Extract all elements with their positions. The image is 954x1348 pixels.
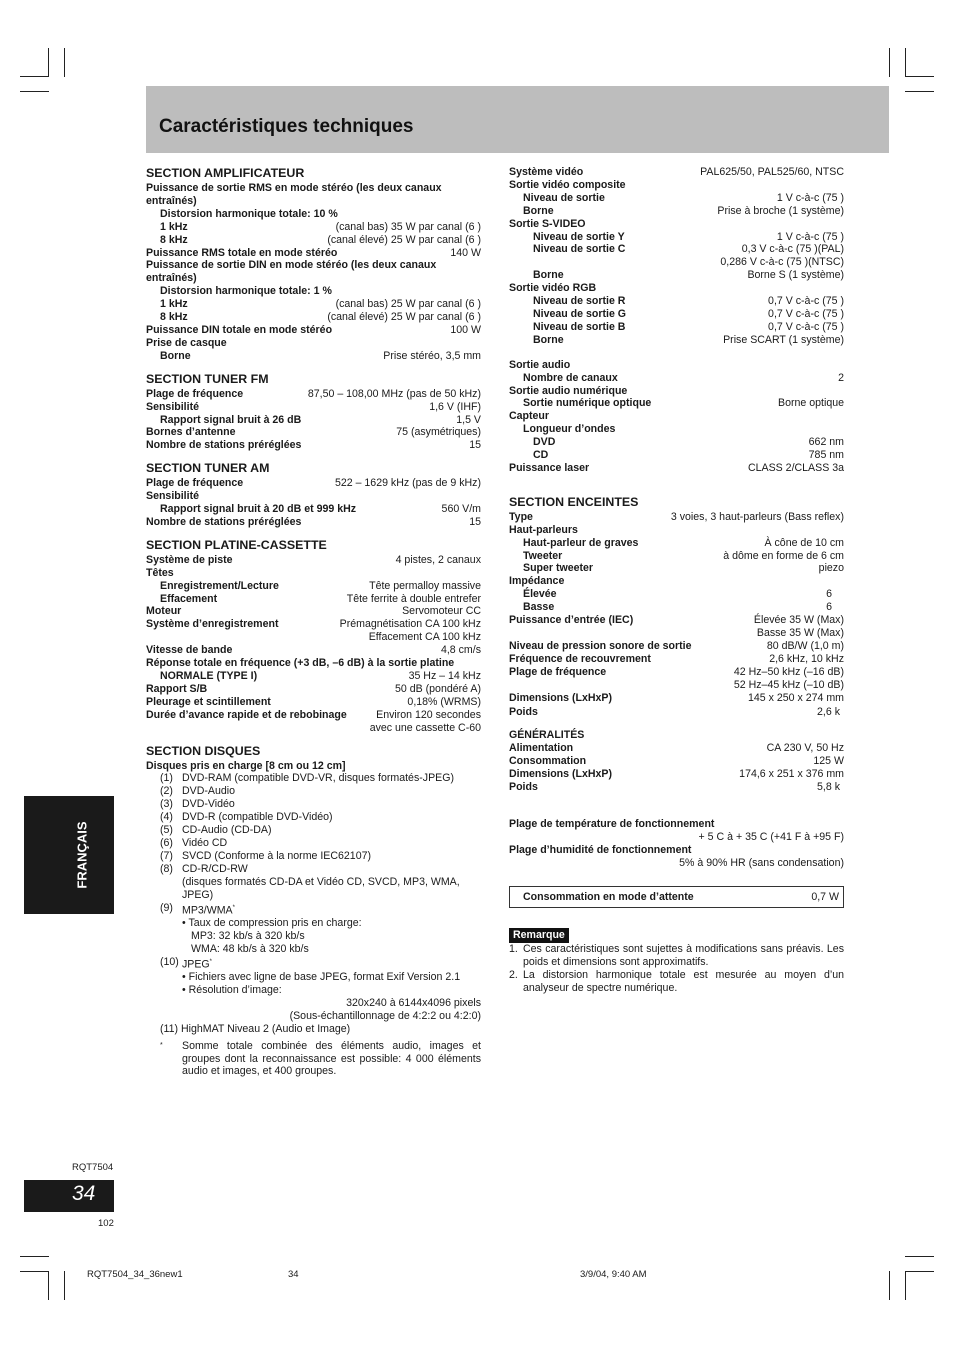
spec-row [509,295,844,308]
crop-mark [48,48,49,77]
spec-value: CLASS 2/CLASS 3a [748,461,844,474]
spec-label: Rapport signal bruit à 26 dB [160,413,302,426]
spec-label: Niveau de sortie C [533,243,626,256]
spec-value: 662 nm [808,436,844,449]
list-item [146,772,481,785]
spec-row [146,298,481,311]
list-subtext: • Résolution d’image: [182,984,282,996]
footnote-marker: * [232,904,235,911]
spec-row [509,321,844,334]
list-number: (10) [160,955,179,968]
spec-value: 5% à 90% HR (sans condensation) [679,856,844,869]
spec-label: Plage de fréquence [146,477,244,490]
spec-row [509,550,844,563]
page-title: Caractéristiques techniques [159,116,414,137]
spec-label: Rapport signal bruit à 20 dB et 999 kHz [160,503,357,516]
spec-value: (canal élevé) 25 W par canal (6 ) [327,233,481,246]
footnote [146,1040,481,1079]
spec-value: 0,18% (WRMS) [407,695,481,708]
spec-label: Prise de casque [146,336,227,349]
spec-value: avec une cassette C-60 [369,721,481,734]
spec-value: 1 V c-à-c (75 ) [776,230,844,243]
spec-value: À cône de 10 cm [764,536,844,549]
spec-label: Niveau de sortie G [533,307,627,320]
spec-value: 15 [469,515,481,528]
spec-row [146,324,481,337]
list-subtext: 320x240 à 6144x4096 pixels [346,996,481,1009]
spec-value: Prise stéréo, 3,5 mm [383,349,481,362]
spec-value: CA 230 V, 50 Hz [766,742,844,755]
spec-label: CD [533,449,549,462]
spec-label: Sortie audio [509,358,571,371]
list-number: (5) [160,824,173,837]
list-item [146,785,481,798]
note-item [509,969,844,995]
spec-row [509,742,844,755]
spec-label: Haut-parleur de graves [523,536,639,549]
list-item [146,824,481,837]
spec-row [509,692,844,705]
spec-row [146,554,481,567]
spec-row [146,414,481,427]
list-text: Vidéo CD [182,836,228,849]
spec-value: 52 Hz–45 kHz (–10 dB) [733,678,844,691]
spec-label: Borne [533,333,564,346]
crop-mark [905,1271,906,1300]
spec-label: Nombre de canaux [523,371,618,384]
spec-value: 4,8 cm/s [440,644,481,657]
spec-row [146,580,481,593]
spec-label: Effacement [160,592,218,605]
spec-label: Puissance de sortie RMS en mode stéréo (les deux canaux entraînés) [146,182,442,207]
spec-label: Niveau de sortie R [533,295,626,308]
spec-value: 100 W [450,323,481,336]
spec-row [146,503,481,516]
list-item [146,798,481,811]
spec-label: Pleurage et scintillement [146,695,271,708]
spec-value: 522 – 1629 kHz (pas de 9 kHz) [334,477,481,490]
spec-row [146,401,481,414]
language-label: FRANÇAIS [74,821,90,889]
spec-row [146,605,481,618]
spec-label: Dimensions (LxHxP) [509,768,613,781]
spec-value: 42 Hz–50 kHz (–16 dB) [733,665,844,678]
model-number: RQT7504 [72,1162,114,1173]
spec-value: (canal élevé) 25 W par canal (6 ) [327,311,481,324]
spec-value: 0,3 V c-à-c (75 )(PAL) [741,243,844,256]
spec-label: Sortie numérique optique [523,397,652,410]
spec-row [509,449,844,462]
spec-value: 140 W [450,246,481,259]
spec-row [146,311,481,324]
standby-box [509,886,844,909]
spec-row [509,462,844,475]
spec-label: DVD [533,436,556,449]
footer-file: RQT7504_34_36new1 [87,1269,183,1280]
spec-value: 2 [838,371,844,384]
spec-value: 174,6 x 251 x 376 mm [739,768,844,781]
spec-row [509,755,844,768]
spec-row [509,511,844,524]
spec-row [509,614,844,627]
spec-value: Prise à broche (1 système) [717,204,844,217]
spec-label: Dimensions (LxHxP) [509,691,613,704]
spec-value: (canal bas) 35 W par canal (6 ) [335,220,481,233]
section-title-general: GÉNÉRALITÉS [509,729,585,742]
crop-mark [905,48,906,77]
section-title-cassette: SECTION PLATINE-CASSETTE [146,537,327,552]
spec-value: 4 pistes, 2 canaux [395,553,481,566]
language-tab [24,796,114,914]
note-number: 1. [509,943,518,956]
list-text: DVD-RAM (compatible DVD-VR, disques formatés-JPEG) [182,772,454,785]
spec-row [146,709,481,722]
spec-row [509,372,844,385]
spec-row [509,243,844,256]
list-text: CD-R/CD-RW [182,862,248,875]
spec-label: Longueur d’ondes [523,423,616,436]
spec-label: Puissance de sortie DIN en mode stéréo (les deux canaux entraînés) [146,259,437,285]
spec-row [509,397,844,410]
spec-value: PAL625/50, PAL525/60, NTSC [700,166,844,178]
spec-value: 0,7 V c-à-c (75 ) [768,295,844,308]
spec-value: 2,6 k [817,706,840,719]
spec-row [509,706,844,719]
list-item [146,902,481,917]
section-title-amplifier: SECTION AMPLIFICATEUR [146,166,305,180]
spec-value: Prémagnétisation CA 100 kHz [339,618,481,631]
spec-label: Niveau de sortie B [533,320,626,333]
footer-page: 34 [288,1269,299,1280]
spec-row [509,588,844,601]
spec-row [509,562,844,575]
crop-mark [905,1256,934,1257]
list-text: DVD-Vidéo [182,798,235,811]
spec-row [509,601,844,614]
spec-label: Réponse totale en fréquence (+3 dB, –6 dB) à la sortie platine [146,657,455,670]
list-subtext: (Sous-échantillonnage de 4:2:2 ou 4:2:0) [289,1009,481,1022]
spec-label: Super tweeter [523,562,594,575]
list-item [146,863,481,876]
spacer [509,347,844,359]
spacer [509,794,844,818]
spec-value: Effacement CA 100 kHz [368,631,481,644]
list-number: (3) [160,798,173,811]
spec-row [146,644,481,657]
list-number: (6) [160,836,173,849]
spec-value: 145 x 250 x 274 mm [748,691,844,704]
spec-value: 6 [826,601,832,614]
spec-label: Puissance laser [509,461,590,474]
spec-value: 87,50 – 108,00 MHz (pas de 50 kHz) [307,387,481,400]
spec-row [509,653,844,666]
crop-mark [889,48,890,77]
spec-row [146,221,481,234]
list-text: CD-Audio (CD-DA) [182,824,272,837]
footer-date: 3/9/04, 9:40 AM [580,1269,647,1280]
spec-label: Consommation [509,755,587,768]
spec-label: Distorsion harmonique totale: 10 % [160,207,338,220]
list-item [146,956,481,971]
spec-row [509,781,844,794]
spec-value: Élevée 35 W (Max) [753,614,844,627]
spec-label: Élevée [523,588,557,601]
spec-label: Basse [523,601,555,614]
list-number: (7) [160,849,173,862]
crop-mark [905,76,934,77]
spec-row [146,234,481,247]
spec-row [509,640,844,653]
spec-label: Poids [509,706,538,719]
spec-row [509,768,844,781]
spec-label: Fréquence de recouvrement [509,652,651,665]
spec-row [509,537,844,550]
spec-row [146,683,481,696]
spec-value: 1,5 V [456,413,481,426]
spec-label: Impédance [509,575,565,588]
spec-label: Nombre de stations préréglées [146,439,302,452]
note-text: La distorsion harmonique totale est mesurée au moyen d’un analyseur de spectre numérique. [523,969,844,995]
list-subtext: WMA: 48 kb/s à 320 kb/s [191,942,309,955]
spec-label: 1 kHz [160,220,188,233]
spec-value: 785 nm [808,449,844,462]
spec-label: Rapport S/B [146,682,208,695]
spec-label: Disques pris en charge [8 cm ou 12 cm] [146,759,346,772]
spec-value: Environ 120 secondes [376,708,481,721]
spec-value: 6 [826,588,832,601]
spec-row [146,350,481,363]
spec-row [509,205,844,218]
spec-row [509,269,844,282]
spec-row [146,516,481,529]
list-number: (1) [160,772,173,785]
spec-row [146,439,481,452]
spec-value: + 5 C à + 35 C (+41 F à +95 F) [698,830,844,843]
spec-row [509,308,844,321]
note-item [509,943,844,969]
list-item [146,850,481,863]
note-text: Ces caractéristiques sont sujettes à modifications sans préavis. Les poids et dimensions sont approximatifs. [523,943,844,969]
spec-label: Système vidéo [509,166,584,178]
spec-label: Sortie vidéo composite [509,178,626,191]
crop-mark [20,1271,49,1272]
section-title-speakers: SECTION ENCEINTES [509,494,639,509]
spec-value: 35 Hz – 14 kHz [408,670,481,682]
section-title-am: SECTION TUNER AM [146,461,270,476]
list-subtext: (disques formatés CD-DA et Vidéo CD, SVCD, MP3, WMA, JPEG) [182,875,460,901]
spec-value: Tête ferrite à double entrefer [346,592,481,605]
spec-label: Nombre de stations préréglées [146,515,302,528]
spec-label: Puissance RMS totale en mode stéréo [146,246,338,259]
page-sub-number: 102 [98,1218,114,1229]
page-number: 34 [72,1182,96,1205]
list-text: SVCD (Conforme à la norme IEC62107) [182,849,372,862]
list-number: (2) [160,785,173,798]
spec-value: Borne optique [778,397,844,410]
spec-value: 560 V/m [441,503,481,516]
spec-value: 15 [469,439,481,452]
spec-label: Moteur [146,605,182,618]
footnote-marker: * [209,958,213,965]
spec-label: 8 kHz [160,311,188,324]
spec-value: 1,6 V (IHF) [429,400,481,413]
spec-label: Système d’enregistrement [146,618,279,631]
spec-label: Haut-parleurs [509,523,578,536]
list-item: (11) HighMAT Niveau 2 (Audio et Image) [160,1022,351,1035]
spec-value: Basse 35 W (Max) [756,627,844,639]
spec-label: Borne [160,349,191,362]
spec-label: Têtes [146,566,174,579]
spec-label: Puissance d’entrée (IEC) [509,614,634,627]
list-item [146,811,481,824]
spec-value: 80 dB/W (1,0 m) [766,639,844,652]
spec-row [146,426,481,439]
list-number: (4) [160,811,173,824]
spec-label: Niveau de sortie [523,191,605,204]
spec-label: Plage de température de fonctionnement [509,817,715,830]
spec-value: 75 (asymétriques) [396,426,481,439]
crop-mark [889,1271,890,1300]
spec-value: 5,8 k [817,780,840,793]
spec-label: Enregistrement/Lecture [160,579,279,592]
spec-label: Plage de fréquence [146,387,244,400]
crop-mark [905,1271,934,1272]
spec-label: Plage d’humidité de fonctionnement [509,843,692,856]
crop-mark [64,48,65,77]
spec-row [146,477,481,490]
spec-row [509,666,844,679]
spec-label: Capteur [509,410,550,423]
spec-value: 0,7 V c-à-c (75 ) [768,307,844,320]
spec-label: Type [509,510,533,523]
spec-value: 2,6 kHz, 10 kHz [769,652,844,665]
spec-value: 125 W [813,755,844,768]
spec-value: Tête permalloy massive [369,579,481,592]
list-subtext: MP3: 32 kb/s à 320 kb/s [191,929,305,942]
spec-row [509,231,844,244]
spec-label: Sortie vidéo RGB [509,282,597,295]
spec-label: Niveau de pression sonore de sortie [509,639,692,652]
spec-row [509,436,844,449]
spec-value: Prise SCART (1 système) [723,333,844,346]
spec-label: Borne [533,269,564,282]
spec-row [146,247,481,260]
crop-mark [905,91,934,92]
spec-row [509,192,844,205]
spec-row [146,618,481,631]
spec-row [509,334,844,347]
spec-row [146,696,481,709]
spec-label: Distorsion harmonique totale: 1 % [160,285,332,298]
spec-row [146,388,481,401]
left-column [146,166,481,1078]
list-text: JPEG [182,958,210,971]
spec-label: 8 kHz [160,233,188,246]
spec-label: NORMALE (TYPE I) [160,670,258,682]
spec-label: Puissance DIN totale en mode stéréo [146,323,333,336]
spec-label: Alimentation [509,742,574,755]
spec-label: Système de piste [146,553,233,566]
list-subtext: • Taux de compression pris en charge: [182,916,362,929]
spec-value: 0,286 V c-à-c (75 )(NTSC) [720,256,844,269]
spec-value: Servomoteur CC [402,605,481,618]
page-number-box [24,1180,114,1212]
note-number: 2. [509,969,518,982]
crop-mark [20,1256,49,1257]
spec-value: à dôme en forme de 6 cm [723,549,844,562]
list-number: (8) [160,862,173,875]
spec-label: 1 kHz [160,298,188,311]
spec-value: 50 dB (pondéré A) [395,682,481,695]
crop-mark [64,1271,65,1300]
spec-label: Sensibilité [146,400,199,413]
spec-label: Sortie S-VIDEO [509,217,586,230]
list-item [146,837,481,850]
spec-label: Borne [523,204,554,217]
spec-label: Sensibilité [146,490,199,503]
footnote-text: Somme totale combinée des éléments audio, images et groupes dont la reconnaissance est possible: 4 000 éléments audio et images, et 400 groupes. [182,1039,481,1078]
spec-value: piezo [818,562,844,575]
spec-row [509,166,844,179]
list-text: DVD-Audio [182,785,235,798]
crop-mark [48,1271,49,1300]
crop-mark [20,91,49,92]
section-title-fm: SECTION TUNER FM [146,371,269,386]
spec-value: Borne S (1 système) [747,269,844,282]
spec-label: Vitesse de bande [146,644,233,657]
section-title-discs: SECTION DISQUES [146,743,261,758]
spec-label: Poids [509,780,538,793]
spec-value: (canal bas) 25 W par canal (6 ) [335,298,481,311]
list-text: MP3/WMA [182,904,233,917]
spec-label: Bornes d’antenne [146,426,236,439]
spec-value: 0,7 W [811,890,839,903]
spec-row [146,593,481,606]
spec-row [146,670,481,683]
spec-value: 0,7 V c-à-c (75 ) [768,320,844,333]
list-text: DVD-R (compatible DVD-Vidéo) [182,811,333,824]
crop-mark [20,76,49,77]
footnote-marker: * [160,1041,163,1049]
spec-label: Plage de fréquence [509,665,607,678]
header-band [146,86,889,153]
right-column [509,166,844,995]
spec-label: Niveau de sortie Y [533,230,625,243]
spec-value: 3 voies, 3 haut-parleurs (Bass reflex) [670,510,844,523]
list-subtext: • Fichiers avec ligne de base JPEG, format Exif Version 2.1 [182,971,461,984]
spec-label: Consommation en mode d’attente [523,890,694,903]
spec-label: Sortie audio numérique [509,384,628,397]
spec-label: Durée d’avance rapide et de rebobinage [146,708,347,721]
spec-label: Tweeter [523,549,563,562]
spec-value: 1 V c-à-c (75 ) [776,191,844,204]
list-number: (9) [160,901,173,914]
remarque-label: Remarque [509,928,569,943]
